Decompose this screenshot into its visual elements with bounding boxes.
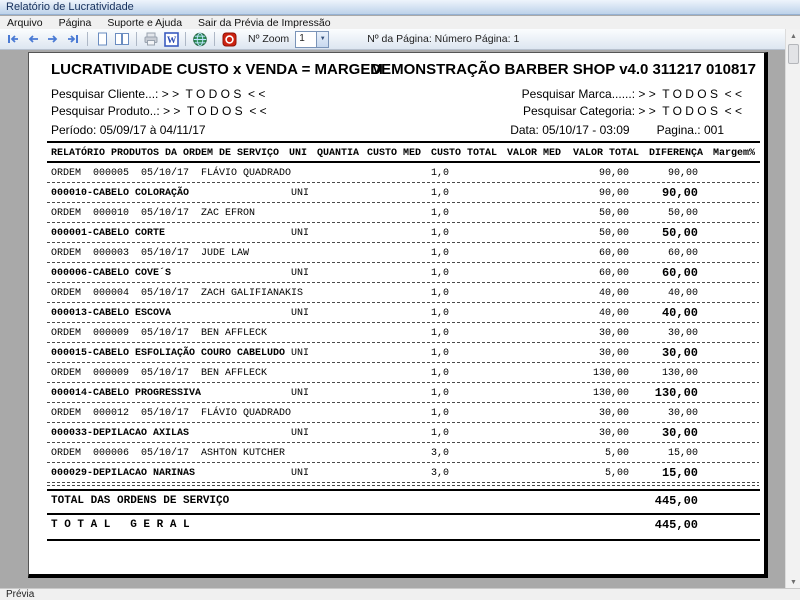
print-button[interactable] <box>142 31 160 47</box>
cell-vtotal: 60,00 <box>667 247 698 259</box>
column-header-0: RELATÓRIO PRODUTOS DA ORDEM DE SERVIÇO <box>51 147 280 159</box>
cell-qty: 1,0 <box>430 287 449 299</box>
cell-vtotal: 50,00 <box>667 207 698 219</box>
rule-top <box>47 141 760 143</box>
scroll-down-icon[interactable]: ▼ <box>787 575 800 589</box>
cell-qty: 3,0 <box>430 447 449 459</box>
cell-desc: ORDEM 000009 05/10/17 BEN AFFLECK <box>51 367 268 379</box>
cell-vmed: 30,00 <box>598 347 629 359</box>
last-page-button[interactable] <box>64 31 82 47</box>
cell-desc: ORDEM 000003 05/10/17 JUDE LAW <box>51 247 250 259</box>
product-row <box>51 383 759 403</box>
pagina-text: Pagina.: 001 <box>656 123 724 137</box>
total-geral-value: 445,00 <box>654 518 698 532</box>
period-row <box>51 123 724 137</box>
prev-page-button[interactable] <box>24 31 42 47</box>
cell-uni: UNI <box>291 427 310 439</box>
product-row <box>51 343 759 363</box>
order-row <box>51 283 759 303</box>
order-row <box>51 403 759 423</box>
cell-uni: UNI <box>291 227 310 239</box>
cell-vtotal: 50,00 <box>661 226 698 240</box>
column-header-3: CUSTO MED <box>367 147 422 159</box>
printer-icon <box>143 32 159 46</box>
cell-qty: 1,0 <box>430 347 449 359</box>
cell-vmed: 30,00 <box>598 327 629 339</box>
order-row <box>51 323 759 343</box>
cell-qty: 1,0 <box>430 187 449 199</box>
cell-vtotal: 90,00 <box>661 186 698 200</box>
menu-item-arquivo[interactable]: Arquivo <box>7 16 43 29</box>
next-page-button[interactable] <box>44 31 62 47</box>
menubar <box>0 16 800 29</box>
column-header-4: CUSTO TOTAL <box>431 147 498 159</box>
cell-qty: 1,0 <box>430 167 449 179</box>
cell-desc: 000013-CABELO ESCOVA <box>51 307 172 319</box>
cell-desc: 000001-CABELO CORTE <box>51 227 166 239</box>
toolbar-separator <box>214 32 215 46</box>
cell-vmed: 5,00 <box>604 447 629 459</box>
toolbar <box>0 29 785 50</box>
cell-vmed: 130,00 <box>592 367 629 379</box>
page-number-info: Nº da Página: Número Página: 1 <box>367 33 520 45</box>
menu-item-sair-previa-impressao[interactable]: Sair da Prévia de Impressão <box>198 16 331 29</box>
first-page-button[interactable] <box>4 31 22 47</box>
order-row <box>51 363 759 383</box>
cell-qty: 1,0 <box>430 267 449 279</box>
cell-vtotal: 130,00 <box>661 367 698 379</box>
vertical-scrollbar[interactable] <box>785 29 800 589</box>
cell-qty: 1,0 <box>430 367 449 379</box>
cell-vtotal: 40,00 <box>661 306 698 320</box>
cell-vmed: 90,00 <box>598 187 629 199</box>
two-pages-icon <box>114 32 130 46</box>
exit-icon <box>222 32 237 47</box>
cell-desc: 000015-CABELO ESFOLIAÇÃO COURO CABELUDO <box>51 347 286 359</box>
cell-desc: ORDEM 000009 05/10/17 BEN AFFLECK <box>51 327 268 339</box>
zoom-label: Nº Zoom <box>248 33 290 45</box>
cell-vmed: 60,00 <box>598 247 629 259</box>
cell-desc: ORDEM 000006 05/10/17 ASHTON KUTCHER <box>51 447 286 459</box>
cell-desc: 000006-CABELO COVE´S <box>51 267 172 279</box>
product-row <box>51 423 759 443</box>
cell-vtotal: 30,00 <box>667 407 698 419</box>
cell-vmed: 30,00 <box>598 427 629 439</box>
cell-vtotal: 30,00 <box>667 327 698 339</box>
cell-vmed: 5,00 <box>604 467 629 479</box>
cell-desc: 000010-CABELO COLORAÇÃO <box>51 187 190 199</box>
column-header-7: DIFERENÇA <box>649 147 704 159</box>
rows-end-separator <box>47 485 759 486</box>
prev-page-icon <box>26 33 40 45</box>
cell-vtotal: 90,00 <box>667 167 698 179</box>
cell-qty: 1,0 <box>430 327 449 339</box>
product-row <box>51 223 759 243</box>
table-header-row <box>51 145 759 161</box>
cell-qty: 1,0 <box>430 247 449 259</box>
cell-uni: UNI <box>291 307 310 319</box>
window-titlebar <box>0 0 800 15</box>
single-page-icon <box>95 32 109 46</box>
cell-qty: 3,0 <box>430 467 449 479</box>
total-geral-label: T O T A L G E R A L <box>51 519 190 531</box>
cell-desc: 000014-CABELO PROGRESSIVA <box>51 387 202 399</box>
cell-vmed: 90,00 <box>598 167 629 179</box>
globe-icon <box>192 32 208 47</box>
zoom-value: 1 <box>299 32 305 44</box>
first-page-icon <box>6 33 20 45</box>
web-button[interactable] <box>191 31 209 47</box>
menu-item-pagina[interactable]: Página <box>58 16 92 29</box>
cell-desc: ORDEM 000012 05/10/17 FLÁVIO QUADRADO <box>51 407 292 419</box>
next-page-icon <box>46 33 60 45</box>
total-orders-label: TOTAL DAS ORDENS DE SERVIÇO <box>51 495 230 507</box>
toolbar-separator <box>136 32 137 46</box>
toolbar-separator <box>185 32 186 46</box>
cell-vmed: 50,00 <box>598 207 629 219</box>
exit-preview-button[interactable] <box>220 31 238 47</box>
cell-vtotal: 15,00 <box>661 466 698 480</box>
total-orders-value: 445,00 <box>654 494 698 508</box>
data-hora-text: Data: 05/10/17 - 03:09 <box>510 123 630 137</box>
cell-vtotal: 30,00 <box>661 346 698 360</box>
cell-qty: 1,0 <box>430 307 449 319</box>
periodo-text: Período: 05/09/17 à 04/11/17 <box>51 123 206 137</box>
last-page-icon <box>66 33 80 45</box>
cell-vtotal: 130,00 <box>654 386 698 400</box>
rule-total-mid <box>47 513 760 515</box>
two-pages-button[interactable] <box>113 31 131 47</box>
cell-uni: UNI <box>291 387 310 399</box>
column-header-1: UNI <box>289 147 308 159</box>
toolbar-separator <box>87 32 88 46</box>
cell-uni: UNI <box>291 467 310 479</box>
svg-text:W: W <box>166 35 176 46</box>
rule-total-top <box>47 489 760 491</box>
total-geral-row <box>51 517 759 533</box>
product-row <box>51 263 759 283</box>
report-page <box>28 52 768 578</box>
window-title: Relatório de Lucratividade <box>6 1 134 13</box>
menu-item-suporte-e-ajuda[interactable]: Suporte e Ajuda <box>107 16 183 29</box>
cell-desc: ORDEM 000004 05/10/17 ZACH GALIFIANAKIS <box>51 287 304 299</box>
cell-uni: UNI <box>291 267 310 279</box>
cell-qty: 1,0 <box>430 387 449 399</box>
cell-vmed: 40,00 <box>598 307 629 319</box>
cell-vmed: 60,00 <box>598 267 629 279</box>
cell-vmed: 130,00 <box>592 387 629 399</box>
chevron-down-icon[interactable]: ▼ <box>316 32 328 47</box>
order-row <box>51 243 759 263</box>
product-row <box>51 183 759 203</box>
zoom-select[interactable] <box>295 31 329 48</box>
status-text: Prévia <box>6 589 35 600</box>
cell-qty: 1,0 <box>430 227 449 239</box>
cell-uni: UNI <box>291 347 310 359</box>
filter-produto: Pesquisar Produto..: > > T O D O S < < <box>51 104 267 118</box>
cell-qty: 1,0 <box>430 407 449 419</box>
cell-uni: UNI <box>291 187 310 199</box>
order-row <box>51 443 759 463</box>
filter-cliente: Pesquisar Cliente...: > > T O D O S < < <box>51 87 266 101</box>
column-header-6: VALOR TOTAL <box>573 147 640 159</box>
table-rows <box>51 163 759 483</box>
scrollbar-thumb[interactable] <box>788 44 799 64</box>
filter-categoria: Pesquisar Categoria: > > T O D O S < < <box>522 104 742 118</box>
cell-vmed: 40,00 <box>598 287 629 299</box>
cell-vtotal: 15,00 <box>667 447 698 459</box>
rule-total-bottom <box>47 539 760 541</box>
product-row <box>51 463 759 483</box>
cell-vtotal: 60,00 <box>661 266 698 280</box>
statusbar <box>0 588 800 600</box>
cell-qty: 1,0 <box>430 427 449 439</box>
total-orders-row <box>51 493 759 509</box>
cell-vmed: 30,00 <box>598 407 629 419</box>
report-title: LUCRATIVIDADE CUSTO x VENDA = MARGEM <box>51 61 383 78</box>
cell-vtotal: 40,00 <box>667 287 698 299</box>
filter-row-1 <box>51 87 742 101</box>
column-header-2: QUANTIA <box>317 147 360 159</box>
company-title: DEMONSTRAÇÃO BARBER SHOP v4.0 311217 010817 <box>370 61 756 78</box>
product-row <box>51 303 759 323</box>
cell-desc: ORDEM 000010 05/10/17 ZAC EFRON <box>51 207 256 219</box>
cell-desc: 000033-DEPILACAO AXILAS <box>51 427 190 439</box>
order-row <box>51 203 759 223</box>
single-page-button[interactable] <box>93 31 111 47</box>
column-header-5: VALOR MED <box>507 147 562 159</box>
filter-marca: Pesquisar Marca......: > > T O D O S < < <box>521 87 742 101</box>
cell-desc: ORDEM 000005 05/10/17 FLÁVIO QUADRADO <box>51 167 292 179</box>
cell-desc: 000029-DEPILACAO NARINAS <box>51 467 196 479</box>
cell-qty: 1,0 <box>430 207 449 219</box>
word-export-icon <box>164 32 179 47</box>
filter-row-2 <box>51 104 742 118</box>
cell-vmed: 50,00 <box>598 227 629 239</box>
cell-vtotal: 30,00 <box>661 426 698 440</box>
column-header-8: Margem% <box>713 147 756 159</box>
export-word-button[interactable] <box>162 31 180 47</box>
order-row <box>51 163 759 183</box>
scroll-up-icon[interactable]: ▲ <box>787 29 800 43</box>
